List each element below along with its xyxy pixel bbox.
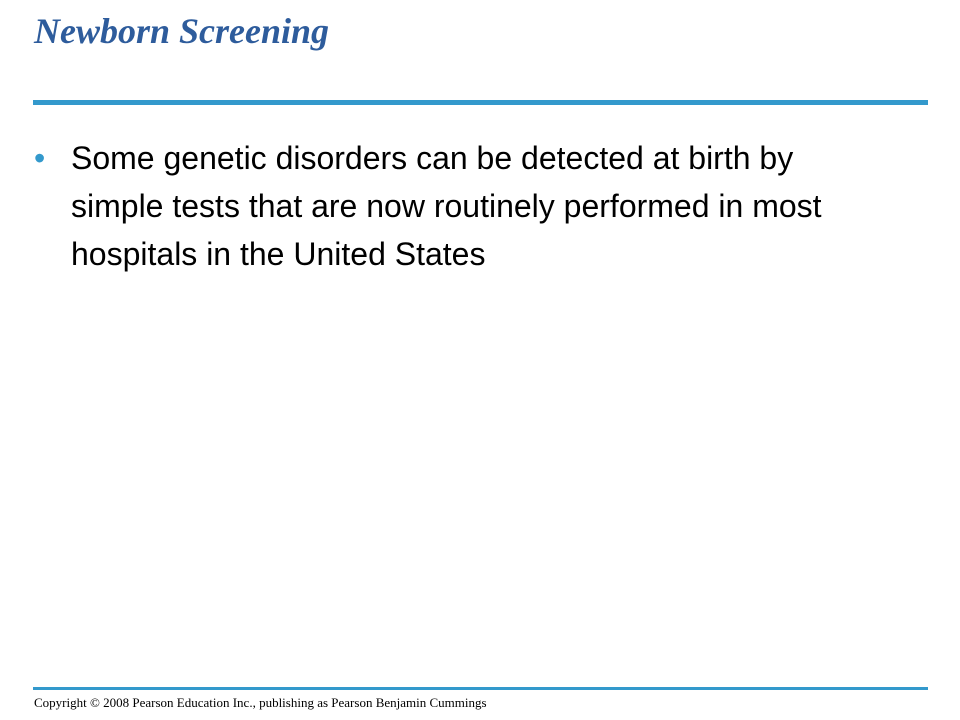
title-underline — [33, 100, 928, 105]
bullet-marker: • — [34, 140, 46, 176]
slide-title: Newborn Screening — [34, 11, 330, 51]
copyright-footer: Copyright © 2008 Pearson Education Inc., publishing as Pearson Benjamin Cummings — [34, 695, 487, 710]
bullet-text: Some genetic disorders can be detected at birth by simple tests that are now routinely performed in most hospitals in the United States — [71, 140, 822, 272]
bullet-item — [34, 134, 894, 278]
footer-rule — [33, 687, 928, 690]
bullet-list — [34, 134, 894, 278]
